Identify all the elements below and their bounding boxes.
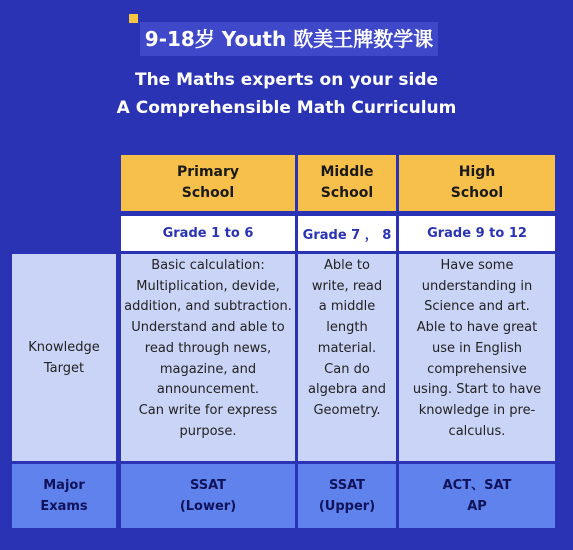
grade-cell-middle: Grade 7 ， 8 bbox=[298, 216, 396, 251]
grade-cell-primary: Grade 1 to 6 bbox=[121, 216, 295, 251]
knowledge-cell-primary: Basic calculation: Multiplication, devide, addition, and subtraction. Understand and able to read through news, magazine, and announcement. Can write for express purpose. bbox=[121, 254, 295, 461]
column-header-primary: Primary School bbox=[121, 155, 295, 211]
decorative-square bbox=[129, 14, 138, 23]
subtitle-line-1: The Maths experts on your side bbox=[134, 70, 439, 90]
row-label-exams: Major Exams bbox=[12, 464, 116, 528]
exam-cell-primary: SSAT (Lower) bbox=[121, 464, 295, 528]
exam-cell-middle: SSAT (Upper) bbox=[298, 464, 396, 528]
grade-cell-high: Grade 9 to 12 bbox=[399, 216, 555, 251]
knowledge-cell-high: Have some understanding in Science and art. Able to have great use in English comprehensive using. Start to have knowledge in pre- calculus. bbox=[399, 254, 555, 461]
row-label-knowledge: Knowledge Target bbox=[12, 254, 116, 461]
knowledge-cell-middle: Able to write, read a middle length material. Can do algebra and Geometry. bbox=[298, 254, 396, 461]
column-header-high: High School bbox=[399, 155, 555, 211]
exam-cell-high: ACT、SAT AP bbox=[399, 464, 555, 528]
subtitle-line-2: A Comprehensible Math Curriculum bbox=[116, 98, 457, 118]
page-title: 9-18岁 Youth 欧美王牌数学课 bbox=[144, 27, 434, 51]
column-header-middle: Middle School bbox=[298, 155, 396, 211]
